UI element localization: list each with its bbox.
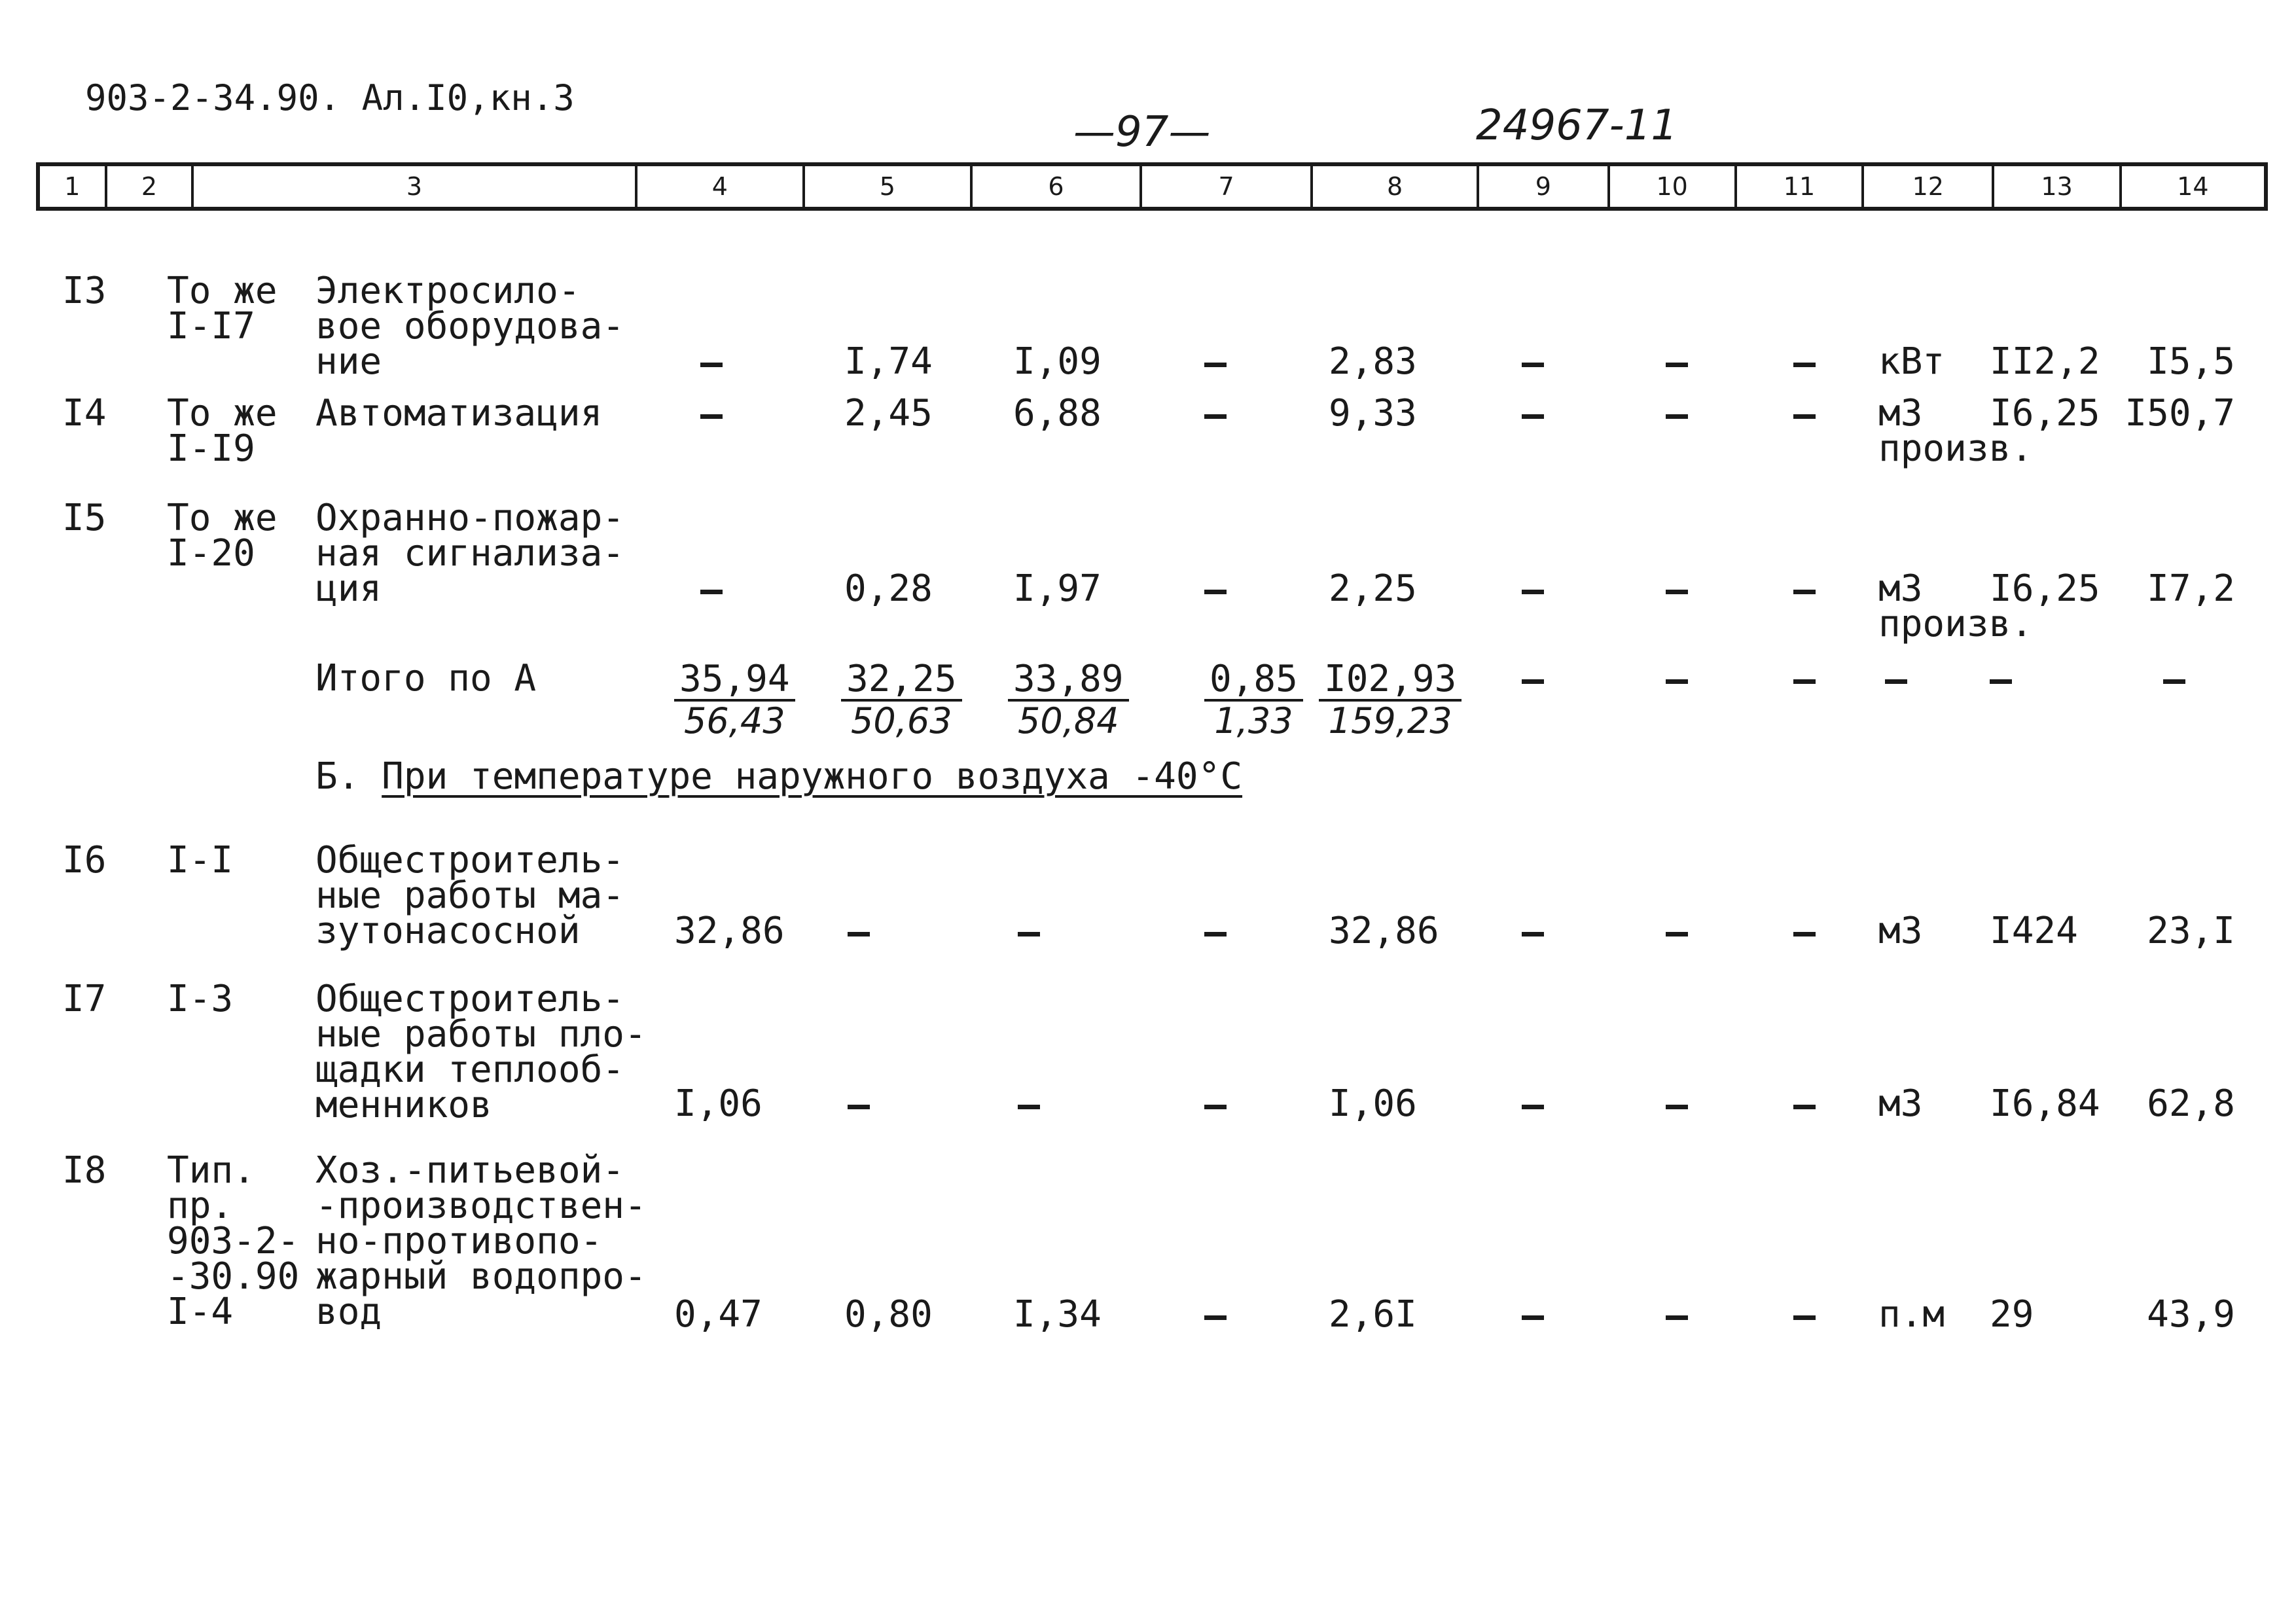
row-a3-c4-dash <box>700 590 723 594</box>
row-b3-c7-dash <box>1204 1315 1227 1320</box>
row-b1-c8-value: 32,86 <box>1329 910 1439 952</box>
row-a3-reference: То же I-20 <box>167 497 278 575</box>
row-b1-c11-dash <box>1793 932 1816 936</box>
row-a1-c4-dash <box>700 363 723 367</box>
row-b1-unit: м3 <box>1878 910 1923 952</box>
row-b1-c6-dash <box>1018 932 1040 936</box>
inventory-number: 24967-11 <box>1476 101 1678 150</box>
row-b1-c5-dash <box>848 932 870 936</box>
total-c6-fraction <box>1008 658 1129 741</box>
row-b3-c11-dash <box>1793 1315 1816 1320</box>
row-b1-c14-value: 23,I <box>2147 910 2235 952</box>
total-c4-fraction <box>674 658 795 741</box>
total-c7-fraction <box>1204 658 1303 741</box>
row-a3-unit: м3 произв. <box>1878 567 2034 645</box>
total-c12-dash <box>1885 679 1907 684</box>
total-c7-denominator: 1,33 <box>1214 700 1293 741</box>
row-b3-c8-value: 2,6I <box>1329 1293 1417 1336</box>
row-a2-c5-value: 2,45 <box>844 392 933 435</box>
row-a3-c9-dash <box>1522 590 1544 594</box>
document-code: 903-2-34.90. Ал.I0,кн.3 <box>85 77 575 118</box>
row-a3-c14-value: I7,2 <box>2147 567 2235 610</box>
row-a1-c5-value: I,74 <box>844 340 933 383</box>
row-b3-reference: Тип. пр. 903-2- -30.90 I-4 <box>167 1149 300 1333</box>
total-c14-dash <box>2163 679 2185 684</box>
row-b2-c13-value: I6,84 <box>1990 1082 2100 1125</box>
row-a2-number: I4 <box>62 392 107 435</box>
total-c6-numerator: 33,89 <box>1008 661 1129 702</box>
row-a1-c10-dash <box>1666 363 1688 367</box>
row-a2-c6-value: 6,88 <box>1013 392 1102 435</box>
row-b2-description: Общестроитель- ные работы пло- щадки теплооб- менников <box>315 978 647 1126</box>
total-c5-denominator: 50,63 <box>850 700 952 741</box>
row-b2-c5-dash <box>848 1105 870 1109</box>
row-b2-reference: I-3 <box>167 978 234 1020</box>
header-col-13: 13 <box>1994 166 2121 207</box>
total-c8-fraction <box>1319 658 1462 741</box>
row-a3-c10-dash <box>1666 590 1688 594</box>
row-a2-reference: То же I-I9 <box>167 392 278 470</box>
row-b3-unit: п.м <box>1878 1293 1945 1336</box>
row-a1-reference: То же I-I7 <box>167 270 278 348</box>
row-b3-c4-value: 0,47 <box>674 1293 762 1336</box>
header-col-14: 14 <box>2177 172 2209 201</box>
header-col-2: 2 <box>107 166 194 207</box>
row-b3-c14-value: 43,9 <box>2147 1293 2235 1336</box>
row-b2-c10-dash <box>1666 1105 1688 1109</box>
header-col-11: 11 <box>1737 166 1864 207</box>
row-a2-unit: м3 произв. <box>1878 392 2034 470</box>
row-b1-description: Общестроитель- ные работы ма- зутонасосной <box>315 839 625 952</box>
column-header-row <box>36 162 2268 211</box>
row-b2-c9-dash <box>1522 1105 1544 1109</box>
row-b1-c10-dash <box>1666 932 1688 936</box>
header-col-4: 4 <box>637 166 805 207</box>
row-b3-description: Хоз.-питьевой- -производствен- но-противопо- жарный водопро- вод <box>315 1149 647 1333</box>
row-b1-c4-value: 32,86 <box>674 910 785 952</box>
row-b1-number: I6 <box>62 839 107 882</box>
header-col-12: 12 <box>1864 166 1994 207</box>
row-b3-c6-value: I,34 <box>1013 1293 1102 1336</box>
row-b2-c14-value: 62,8 <box>2147 1082 2235 1125</box>
row-b3-c13-value: 29 <box>1990 1293 2034 1336</box>
total-c6-denominator: 50,84 <box>1017 700 1119 741</box>
row-a3-c6-value: I,97 <box>1013 567 1102 610</box>
section-b-heading: Б. При температуре наружного воздуха -40°С <box>315 755 1243 798</box>
row-a2-c9-dash <box>1522 414 1544 419</box>
section-b-title: При температуре наружного воздуха -40°С <box>382 755 1243 798</box>
row-a1-description: Электросило- вое оборудова- ние <box>315 270 625 383</box>
header-col-1: 1 <box>40 166 107 207</box>
total-c5-numerator: 32,25 <box>841 661 962 702</box>
row-a2-c8-value: 9,33 <box>1329 392 1417 435</box>
header-col-10: 10 <box>1610 166 1737 207</box>
row-a2-c7-dash <box>1204 414 1227 419</box>
row-a1-c14-value: I5,5 <box>2147 340 2235 383</box>
row-a2-c13-value: I6,25 <box>1990 392 2100 435</box>
row-a1-number: I3 <box>62 270 107 312</box>
row-b2-c11-dash <box>1793 1105 1816 1109</box>
row-a3-number: I5 <box>62 497 107 539</box>
row-b1-reference: I-I <box>167 839 234 882</box>
row-b2-c7-dash <box>1204 1105 1227 1109</box>
row-b2-unit: м3 <box>1878 1082 1923 1125</box>
total-c5-fraction <box>841 658 962 741</box>
row-a3-c13-value: I6,25 <box>1990 567 2100 610</box>
row-a1-c8-value: 2,83 <box>1329 340 1417 383</box>
row-a2-c10-dash <box>1666 414 1688 419</box>
page-number: —97— <box>1073 108 1211 156</box>
total-c4-numerator: 35,94 <box>674 661 795 702</box>
row-b2-c4-value: I,06 <box>674 1082 762 1125</box>
row-b1-c7-dash <box>1204 932 1227 936</box>
row-a2-c11-dash <box>1793 414 1816 419</box>
row-b3-c5-value: 0,80 <box>844 1293 933 1336</box>
row-a3-c8-value: 2,25 <box>1329 567 1417 610</box>
row-b2-number: I7 <box>62 978 107 1020</box>
header-col-7: 7 <box>1142 166 1313 207</box>
row-a1-c13-value: II2,2 <box>1990 340 2100 383</box>
row-a1-c9-dash <box>1522 363 1544 367</box>
row-a2-description: Автоматизация <box>315 392 603 435</box>
row-a1-c6-value: I,09 <box>1013 340 1102 383</box>
row-a3-description: Охранно-пожар- ная сигнализа- ция <box>315 497 625 610</box>
header-col-3: 3 <box>194 166 637 207</box>
total-c9-dash <box>1522 679 1544 684</box>
header-col-9: 9 <box>1479 166 1609 207</box>
row-b1-c13-value: I424 <box>1990 910 2078 952</box>
row-a3-c11-dash <box>1793 590 1816 594</box>
row-b1-c9-dash <box>1522 932 1544 936</box>
row-a2-c4-dash <box>700 414 723 419</box>
row-b2-c6-dash <box>1018 1105 1040 1109</box>
header-col-6: 6 <box>973 166 1142 207</box>
row-b3-c9-dash <box>1522 1315 1544 1320</box>
row-b2-c8-value: I,06 <box>1329 1082 1417 1125</box>
row-a3-c7-dash <box>1204 590 1227 594</box>
row-b3-c10-dash <box>1666 1315 1688 1320</box>
total-c7-numerator: 0,85 <box>1204 661 1303 702</box>
row-a1-c11-dash <box>1793 363 1816 367</box>
total-c4-denominator: 56,43 <box>683 700 785 741</box>
header-col-8: 8 <box>1313 166 1479 207</box>
row-a3-c5-value: 0,28 <box>844 567 933 610</box>
row-a1-c7-dash <box>1204 363 1227 367</box>
total-label: Итого по А <box>315 657 537 700</box>
total-c10-dash <box>1666 679 1688 684</box>
header-col-5: 5 <box>805 166 973 207</box>
row-b3-number: I8 <box>62 1149 107 1192</box>
total-c13-dash <box>1990 679 2012 684</box>
total-c11-dash <box>1793 679 1816 684</box>
total-c8-denominator: 159,23 <box>1328 700 1452 741</box>
row-a1-unit: кВт <box>1878 340 1945 383</box>
total-c8-numerator: I02,93 <box>1319 661 1462 702</box>
row-a2-c14-value: I50,7 <box>2125 392 2235 435</box>
